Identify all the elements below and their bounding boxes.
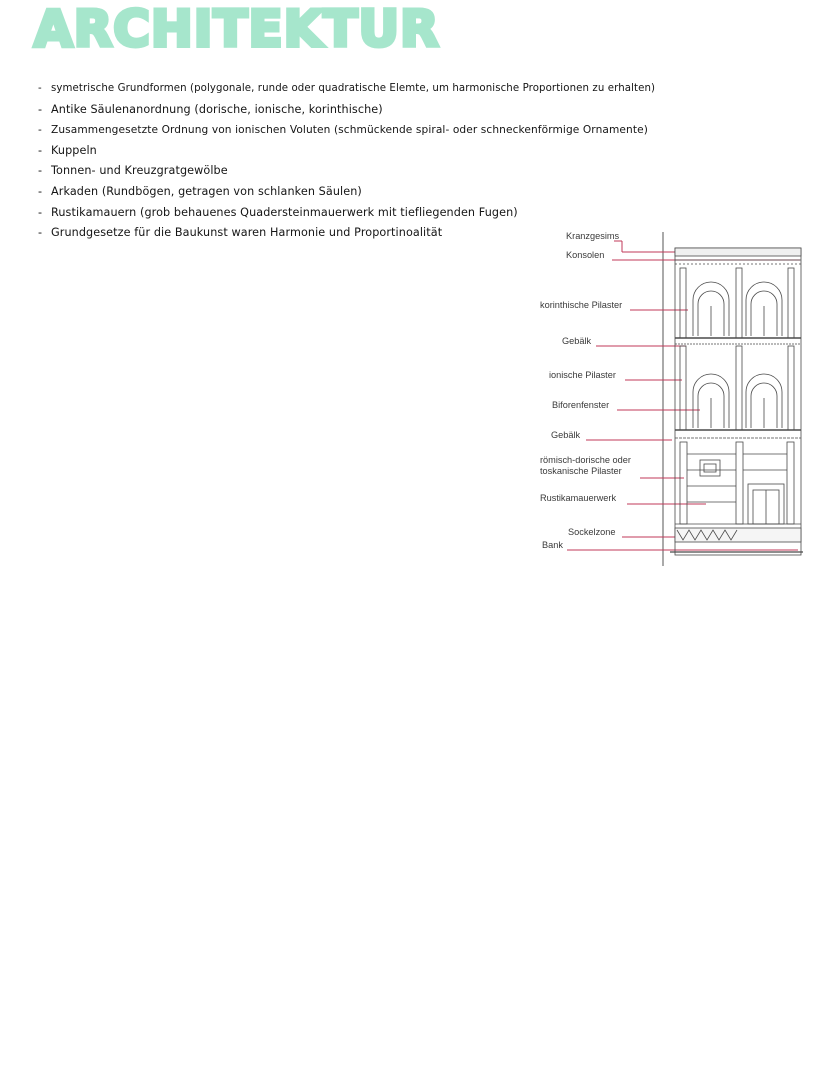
list-item: - Rustikamauern (grob behauenes Quadersteinmauerwerk mit tiefliegenden Fugen) [38,203,828,224]
label-kranzgesims: Kranzgesims [566,231,620,241]
facade [670,248,803,555]
bullet-dash: - [38,102,43,116]
bullet-dash: - [38,184,43,198]
label-roemisch-dorische: römisch-dorische oder toskanische Pilaster [540,455,631,476]
bullet-dash: - [38,83,42,94]
list-item: - Tonnen- und Kreuzgratgewölbe [38,161,828,182]
page-title: ARCHITEKTUR [34,0,440,58]
label-konsolen: Konsolen [566,250,605,260]
bullet-dash: - [38,164,43,178]
list-item: - Zusammengesetzte Ordnung von ionischen Voluten (schmückende spiral- oder schneckenförmige Ornamente) [38,120,828,141]
list-item: - Antike Säulenanordnung (dorische, ionische, korinthische) [38,100,828,121]
label-bank: Bank [542,540,563,550]
bullet-dash: - [38,143,43,157]
label-rustikamauerwerk: Rustikamauerwerk [540,493,617,503]
label-gebaelk-upper: Gebälk [562,336,592,346]
bullet-dash: - [38,205,43,219]
label-biforenfenster: Biforenfenster [552,400,610,410]
label-ionische-pilaster: ionische Pilaster [549,370,616,380]
list-item: - Kuppeln [38,141,828,162]
leader-lines [567,241,800,550]
facade-diagram [530,226,808,570]
list-item: - Grundgesetze für die Baukunst waren Harmonie und Proportinoalität [38,223,828,244]
bullet-dash: - [38,226,43,240]
label-sockelzone: Sockelzone [568,527,616,537]
facade-drawing [530,226,808,570]
list-item: - symetrische Grundformen (polygonale, runde oder quadratische Elemte, um harmonische Proportionen zu erhalten) [38,79,828,100]
list-item: - Arkaden (Rundbögen, getragen von schlanken Säulen) [38,182,828,203]
label-korinthische-pilaster: korinthische Pilaster [540,300,623,310]
notes-list [38,79,828,244]
label-gebaelk-lower: Gebälk [551,430,581,440]
bullet-dash: - [38,124,42,137]
